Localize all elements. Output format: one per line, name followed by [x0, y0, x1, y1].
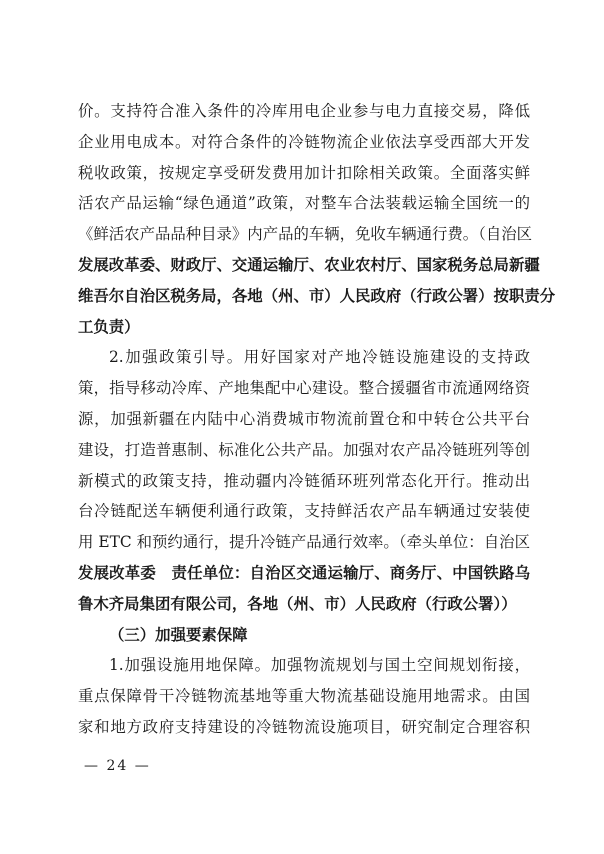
text-line: 建设，打造普惠制、标准化公共产品。加强对农产品冷链班列等创	[78, 440, 530, 459]
responsible-units-line: 发展改革委、财政厅、交通运输厅、农业农村厅、国家税务总局新疆	[78, 255, 540, 274]
text-line: 用 ETC 和预约通行，提升冷链产品通行效率。（牵头单位：自治区	[78, 533, 530, 552]
section-heading: （三）加强要素保障	[109, 625, 248, 644]
page-number: — 24 —	[84, 758, 151, 774]
item-heading-line: 2.加强政策引导。用好国家对产地冷链设施建设的支持政	[109, 348, 530, 367]
text-line: 源，加强新疆在内陆中心消费城市物流前置仓和中转仓公共平台	[78, 409, 530, 428]
text-line: 活农产品运输“绿色通道”政策，对整车合法装载运输全国统一的	[78, 194, 530, 213]
item-heading-line: 1.加强设施用地保障。加强物流规划与国土空间规划衔接，	[109, 656, 530, 675]
responsible-units-line: 维吾尔自治区税务局，各地（州、市）人民政府（行政公署）按职责分	[78, 286, 556, 305]
text-line: 家和地方政府支持建设的冷链物流设施项目，研究制定合理容积	[78, 717, 530, 736]
text-line: 《鲜活农产品品种目录》内产品的车辆，免收车辆通行费。（自治区	[78, 225, 533, 244]
text-line: 企业用电成本。对符合条件的冷链物流企业依法享受西部大开发	[78, 132, 530, 151]
text-line: 重点保障骨干冷链物流基地等重大物流基础设施用地需求。由国	[78, 687, 530, 706]
responsible-units-line: 发展改革委 责任单位：自治区交通运输厅、商务厅、中国铁路乌	[78, 563, 530, 582]
text-line: 策，指导移动冷库、产地集配中心建设。整合援疆省市流通网络资	[78, 379, 530, 398]
responsible-units-line: 工负责）	[78, 317, 140, 336]
text-line: 台冷链配送车辆便利通行政策，支持鲜活农产品车辆通过安装使	[78, 502, 530, 521]
text-line: 新模式的政策支持，推动疆内冷链循环班列常态化开行。推动出	[78, 471, 530, 490]
text-line: 税收政策，按规定享受研发费用加计扣除相关政策。全面落实鲜	[78, 163, 530, 182]
text-line: 价。支持符合准入条件的冷库用电企业参与电力直接交易，降低	[78, 102, 530, 120]
responsible-units-line: 鲁木齐局集团有限公司，各地（州、市）人民政府（行政公署））	[78, 594, 517, 613]
body-text	[78, 96, 556, 743]
